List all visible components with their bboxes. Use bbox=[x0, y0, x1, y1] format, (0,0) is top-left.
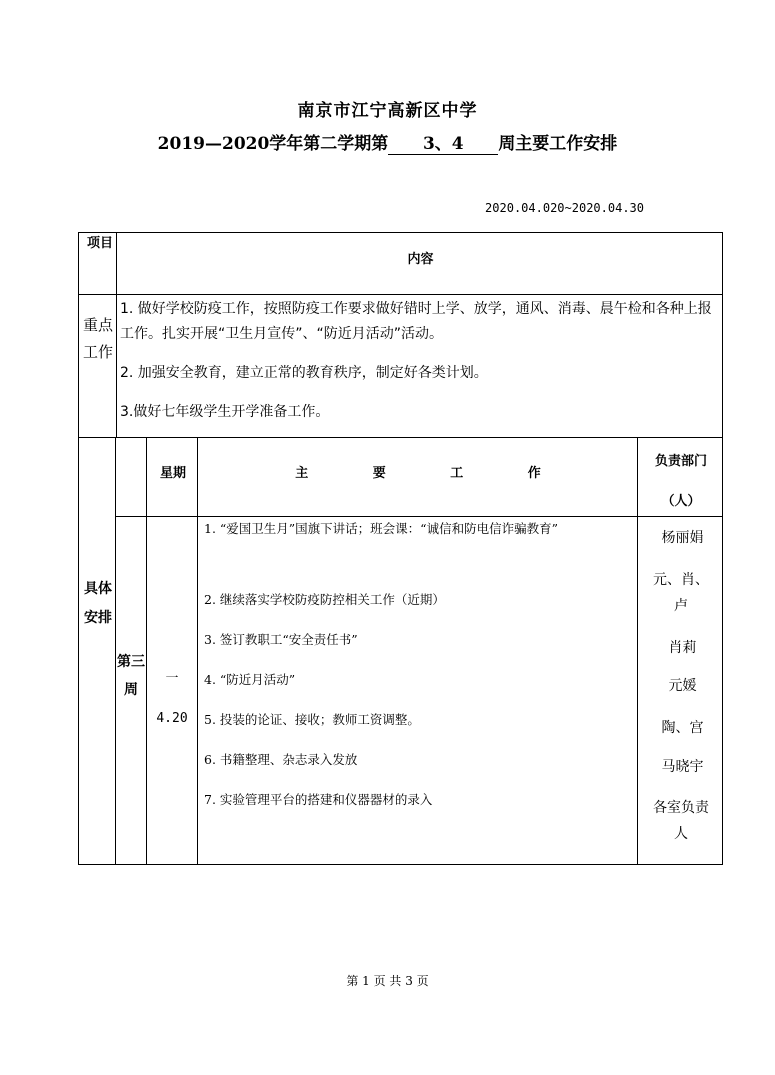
content-header: 内容 bbox=[407, 252, 434, 267]
responsible-item: 肖莉 bbox=[668, 640, 697, 656]
day-cell bbox=[148, 659, 196, 739]
schedule-title bbox=[0, 129, 775, 155]
responsible-item: 杨丽娟 bbox=[661, 530, 704, 546]
key-work-list bbox=[120, 297, 715, 439]
responsible-item: 元媛 bbox=[668, 678, 697, 694]
responsible-item: 元、肖、卢 bbox=[653, 572, 709, 614]
responsible-item: 陶、宫 bbox=[661, 720, 704, 736]
week-label: 第三周 bbox=[117, 654, 145, 698]
term-suffix: 周主要工作安排 bbox=[498, 134, 618, 154]
weekday-value: 一 bbox=[165, 671, 179, 686]
item-header: 项目 bbox=[86, 236, 113, 251]
schedule-label: 具体安排 bbox=[84, 581, 112, 626]
task-item: 7. 实验管理平台的搭建和仪器器材的录入 bbox=[204, 792, 433, 807]
responsible-item: 马晓宇 bbox=[661, 759, 704, 775]
week-numbers: 3、4 bbox=[388, 129, 498, 155]
responsible-item: 各室负责人 bbox=[653, 800, 709, 842]
dept-header bbox=[640, 442, 722, 522]
key-item: 2. 加强安全教育，建立正常的教育秩序，制定好各类计划。 bbox=[120, 365, 488, 381]
school-title: 南京市江宁高新区中学 bbox=[297, 101, 478, 121]
page-footer: 第 1 页 共 3 页 bbox=[346, 974, 429, 988]
task-item: 3. 签订教职工“安全责任书” bbox=[204, 632, 358, 647]
key-work-label: 重点工作 bbox=[82, 316, 113, 361]
term-prefix: 2019—2020学年第二学期第 bbox=[157, 134, 389, 154]
task-item: 6. 书籍整理、杂志录入发放 bbox=[204, 752, 358, 767]
task-item: 4. “防近月活动” bbox=[204, 672, 296, 687]
key-item: 1. 做好学校防疫工作，按照防疫工作要求做好错时上学、放学，通风、消毒、晨午检和各种上报工作。扎实开展“卫生月宣传”、“防近月活动”活动。 bbox=[120, 301, 712, 342]
dept-header-line: 负责部门 bbox=[654, 454, 707, 469]
main-work-header: 主 要 工 作 bbox=[295, 466, 541, 481]
task-item: 1. “爱国卫生月”国旗下讲话；班会课：“诚信和防电信诈骗教育” bbox=[204, 521, 558, 536]
task-item: 5. 投装的论证、接收；教师工资调整。 bbox=[204, 712, 420, 727]
date-range: 2020.04.020~2020.04.30 bbox=[485, 201, 644, 215]
key-item: 3.做好七年级学生开学准备工作。 bbox=[120, 404, 330, 420]
dept-header-line: （人） bbox=[661, 494, 701, 509]
date-value: 4.20 bbox=[156, 711, 188, 726]
task-item: 2. 继续落实学校防疫防控相关工作（近期） bbox=[204, 592, 445, 607]
weekday-header: 星期 bbox=[159, 466, 186, 481]
